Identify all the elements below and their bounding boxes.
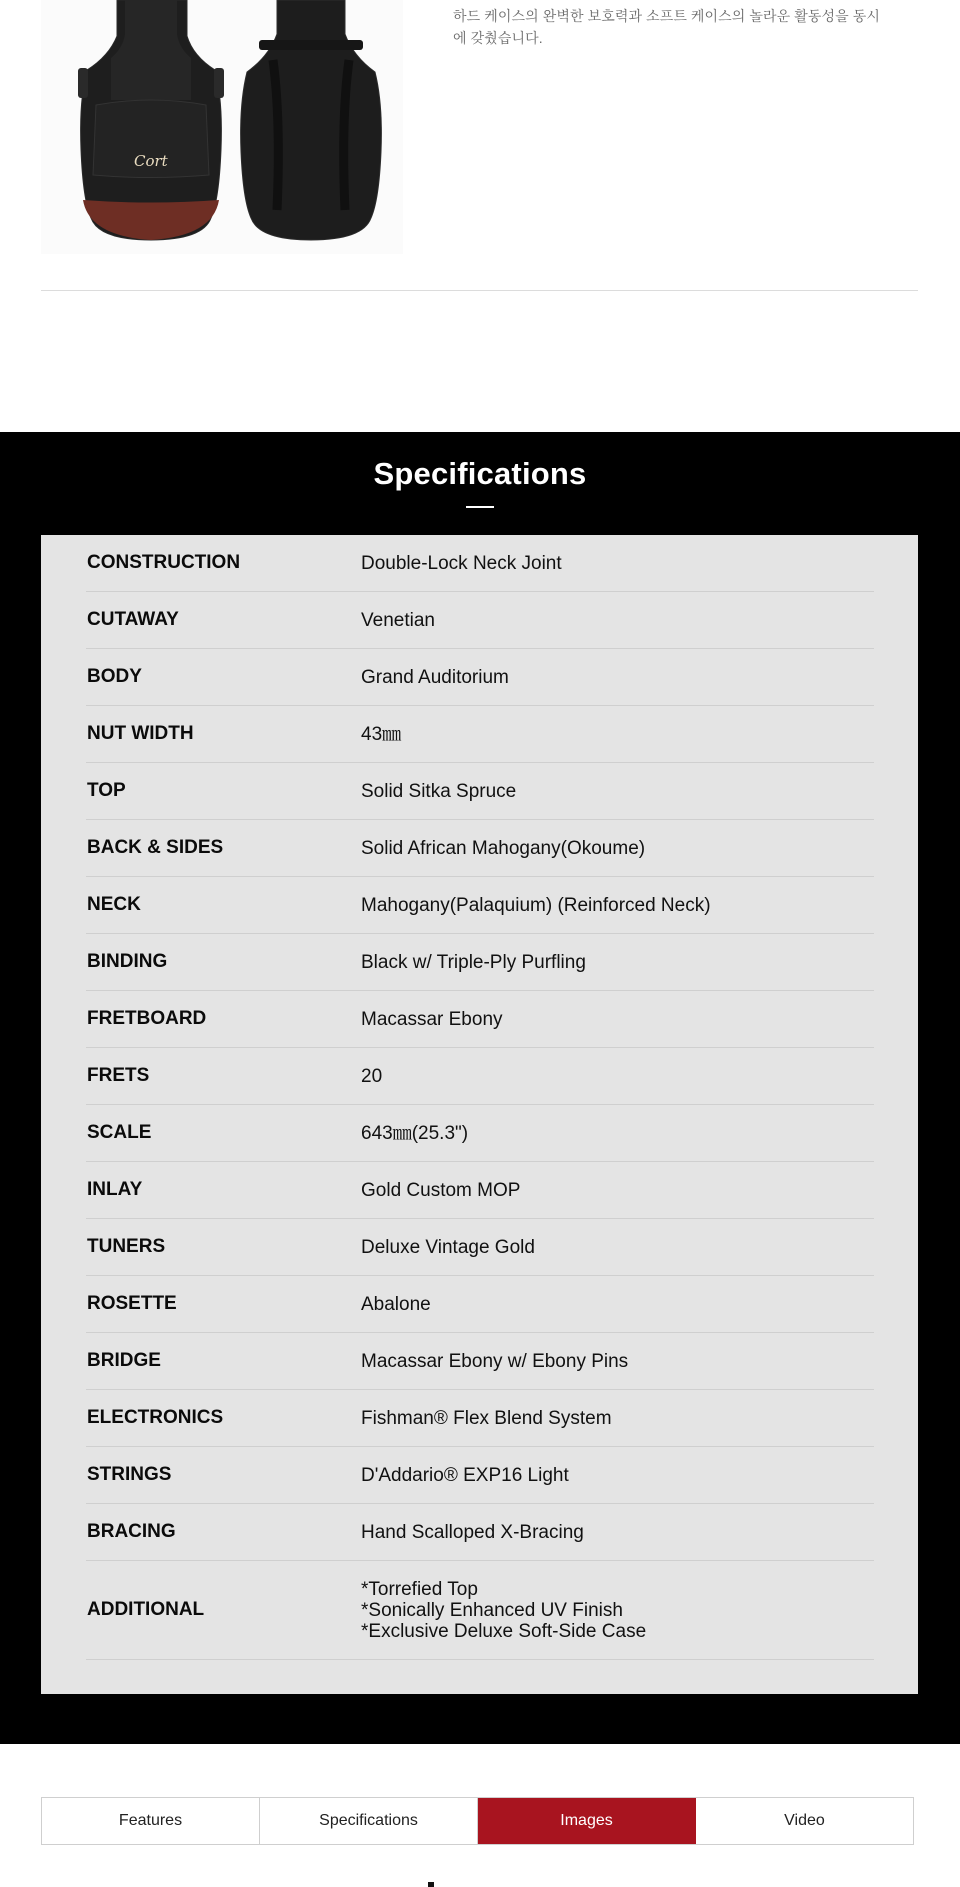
spec-label: BRIDGE [87,1350,161,1371]
spec-label: BACK & SIDES [87,837,224,858]
tab-video[interactable]: Video [784,1812,825,1829]
specifications-title: Specifications [373,456,587,491]
spec-row-additional [86,1561,874,1660]
spec-row-frets [86,1048,874,1105]
spec-row-bracing [86,1504,874,1561]
spec-value: Black w/ Triple-Ply Purfling [361,951,586,973]
spec-label: NECK [87,894,141,915]
spec-row-back-sides [86,820,874,877]
gig-bag-front [78,0,224,240]
spec-value: 43㎜ [361,723,402,745]
spec-row-fretboard [86,991,874,1048]
next-section-heading-fragment [428,1882,434,1887]
spec-row-body [86,649,874,706]
spec-value: Gold Custom MOP [361,1179,521,1201]
spec-value: Deluxe Vintage Gold [361,1236,535,1258]
specifications-section [0,432,960,1744]
spec-label: CUTAWAY [87,609,179,630]
spec-row-neck [86,877,874,934]
spec-value: Solid African Mahogany(Okoume) [361,837,646,859]
spec-value: Fishman® Flex Blend System [361,1407,612,1429]
spec-table [41,535,918,1694]
spec-row-inlay [86,1162,874,1219]
spec-row-nut-width [86,706,874,763]
title-underline [466,506,494,508]
spec-row-strings [86,1447,874,1504]
spec-value: Hand Scalloped X-Bracing [361,1521,584,1543]
spec-row-binding [86,934,874,991]
spec-value: Abalone [361,1293,431,1315]
tab-images[interactable]: Images [478,1798,696,1844]
gig-bag-image [41,0,403,254]
spec-label: STRINGS [87,1464,172,1485]
spec-value: Macassar Ebony [361,1008,503,1030]
spec-value: D'Addario® EXP16 Light [361,1464,569,1486]
section-divider [41,290,918,291]
case-section [0,0,960,432]
spec-label: ROSETTE [87,1293,177,1314]
spec-value: Venetian [361,609,435,631]
spec-row-cutaway [86,592,874,649]
spec-value: Macassar Ebony w/ Ebony Pins [361,1350,629,1372]
spec-label: CONSTRUCTION [87,552,241,573]
spec-label: TOP [87,780,126,801]
spec-row-top [86,763,874,820]
case-description: 하드 케이스의 완벽한 보호력과 소프트 케이스의 놀라운 활동성을 동시에 갖췄습니다. [453,8,881,46]
tab-specifications[interactable]: Specifications [260,1798,478,1844]
spec-label: INLAY [87,1179,143,1200]
spec-row-rosette [86,1276,874,1333]
spec-value: 643㎜(25.3") [361,1122,469,1144]
cort-logo: Cort [134,152,168,170]
spec-value: Grand Auditorium [361,666,509,688]
section-tabs [41,1797,914,1845]
spec-label: BRACING [87,1521,176,1542]
spec-value: 20 [361,1065,383,1087]
spec-label: NUT WIDTH [87,723,194,744]
spec-label: FRETS [87,1065,150,1086]
gig-bag-illustration [41,0,403,254]
spec-row-tuners [86,1219,874,1276]
spec-label: ELECTRONICS [87,1407,224,1428]
spec-label: BODY [87,666,142,687]
spec-row-bridge [86,1333,874,1390]
tab-features[interactable]: Features [42,1798,260,1844]
spec-label: ADDITIONAL [87,1599,205,1620]
spec-row-construction [86,535,874,592]
spec-value: Solid Sitka Spruce [361,780,517,802]
spec-value: Double-Lock Neck Joint [361,552,562,574]
spec-label: FRETBOARD [87,1008,207,1029]
spec-label: TUNERS [87,1236,166,1257]
spec-row-electronics [86,1390,874,1447]
spec-label: BINDING [87,951,168,972]
spec-value: *Torrefied Top *Sonically Enhanced UV Finish *Exclusive Deluxe Soft-Side Case [361,1578,647,1642]
spec-label: SCALE [87,1122,152,1143]
gig-bag-back [241,0,382,240]
spec-value: Mahogany(Palaquium) (Reinforced Neck) [361,894,711,916]
spec-row-scale [86,1105,874,1162]
